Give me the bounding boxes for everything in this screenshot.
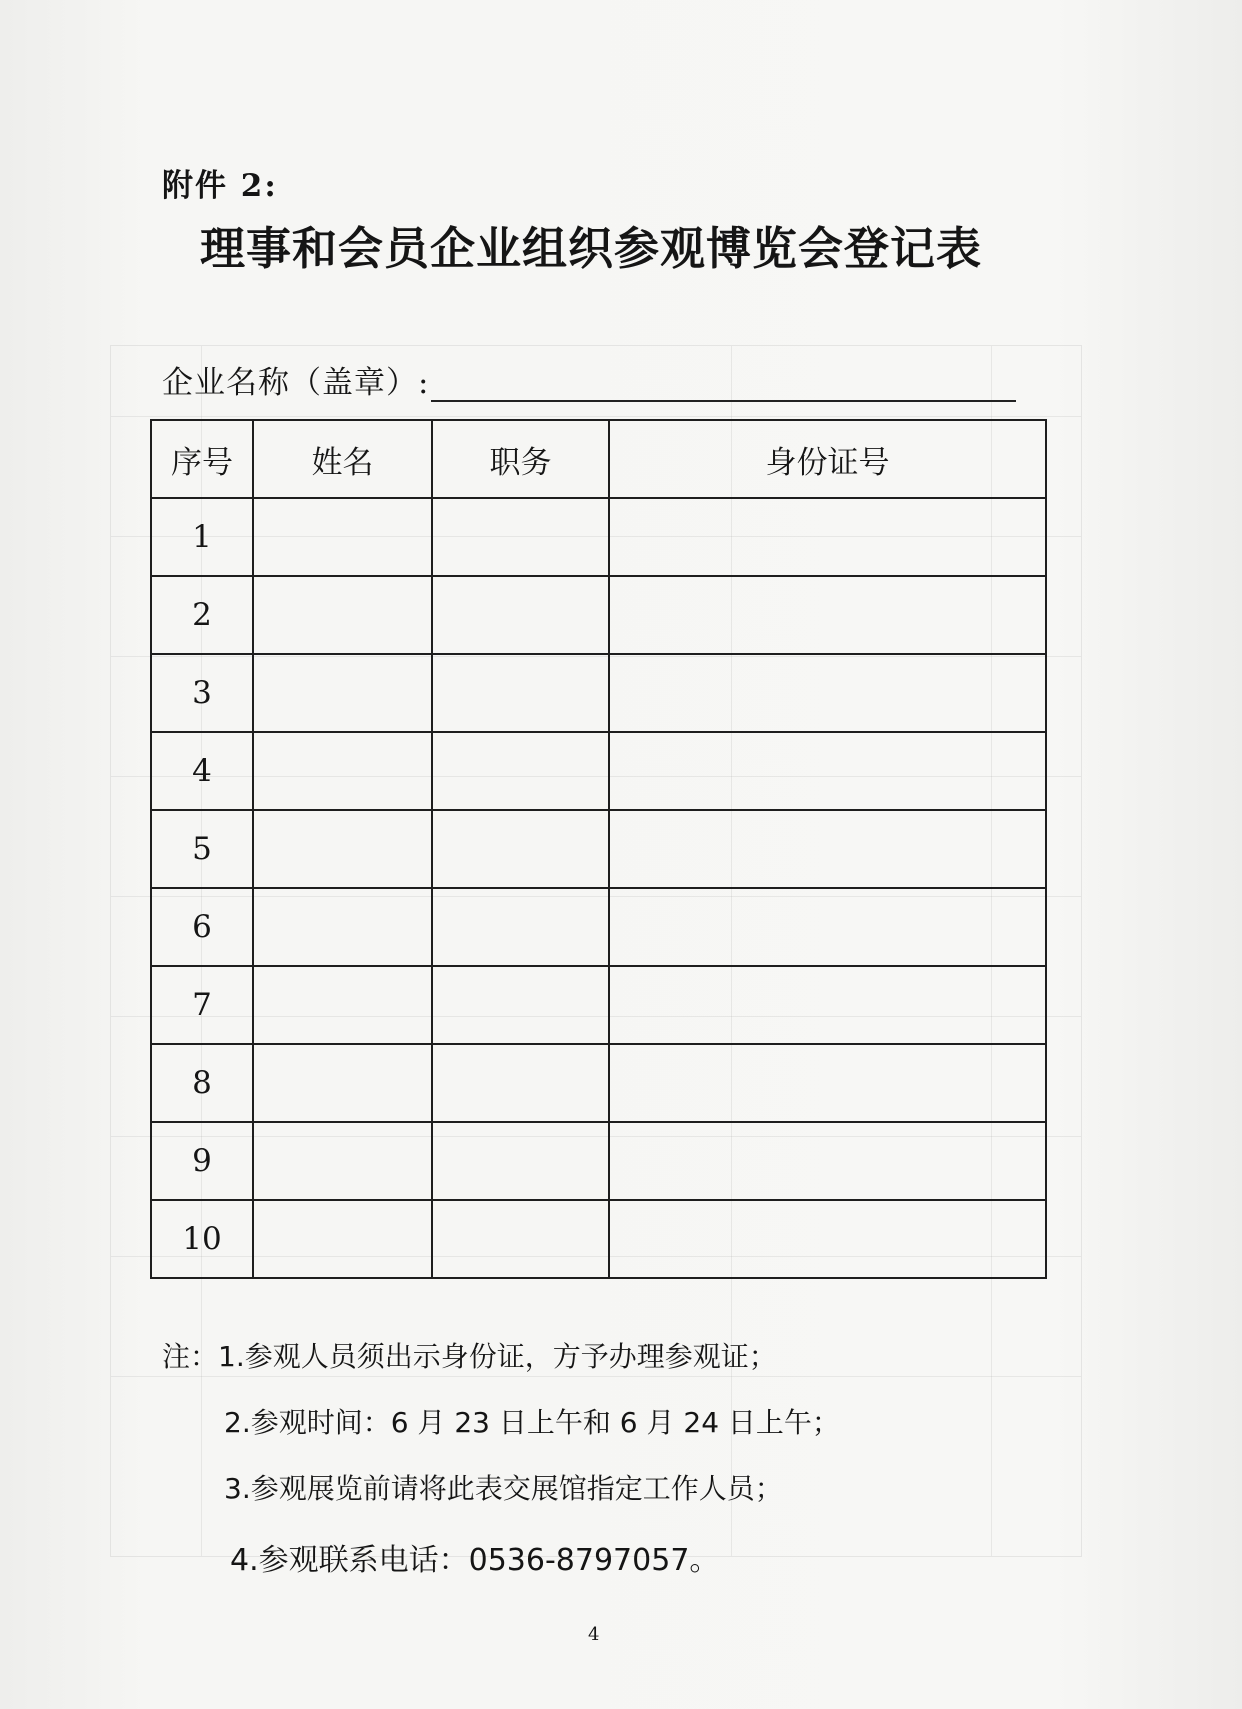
position-cell xyxy=(432,576,609,654)
row-serial: 2 xyxy=(151,576,253,654)
row-serial: 8 xyxy=(151,1044,253,1122)
name-cell xyxy=(253,576,432,654)
company-name-blank-line xyxy=(431,370,1016,402)
company-name-label: 企业名称（盖章）: xyxy=(162,365,430,401)
row-serial: 7 xyxy=(151,966,253,1044)
id-number-cell xyxy=(609,1122,1046,1200)
name-cell xyxy=(253,1200,432,1278)
position-cell xyxy=(432,498,609,576)
position-cell xyxy=(432,1122,609,1200)
id-number-cell xyxy=(609,1044,1046,1122)
note-line-3: 3.参观展览前请将此表交展馆指定工作人员； xyxy=(224,1472,783,1505)
table-row xyxy=(151,576,1046,654)
column-header-name: 姓名 xyxy=(253,420,432,498)
company-name-row xyxy=(162,357,1016,402)
position-cell xyxy=(432,810,609,888)
id-number-cell xyxy=(609,1200,1046,1278)
table-row xyxy=(151,1200,1046,1278)
table-row xyxy=(151,498,1046,576)
position-cell xyxy=(432,1200,609,1278)
note-item: 1.参观人员须出示身份证，方予办理参观证； xyxy=(218,1340,777,1373)
name-cell xyxy=(253,966,432,1044)
table-row xyxy=(151,966,1046,1044)
note-line-4: 4.参观联系电话：0536-8797057。 xyxy=(230,1543,720,1578)
id-number-cell xyxy=(609,654,1046,732)
id-number-cell xyxy=(609,810,1046,888)
attachment-label: 附件 2: xyxy=(162,168,278,204)
position-cell xyxy=(432,654,609,732)
position-cell xyxy=(432,966,609,1044)
name-cell xyxy=(253,1122,432,1200)
position-cell xyxy=(432,1044,609,1122)
name-cell xyxy=(253,498,432,576)
table-row xyxy=(151,654,1046,732)
position-cell xyxy=(432,732,609,810)
column-header-serial: 序号 xyxy=(151,420,253,498)
table-header-row xyxy=(151,420,1046,498)
row-serial: 3 xyxy=(151,654,253,732)
name-cell xyxy=(253,888,432,966)
note-line-1 xyxy=(162,1335,777,1375)
row-serial: 5 xyxy=(151,810,253,888)
id-number-cell xyxy=(609,576,1046,654)
table-row xyxy=(151,732,1046,810)
table-row xyxy=(151,1044,1046,1122)
column-header-position: 职务 xyxy=(432,420,609,498)
row-serial: 10 xyxy=(151,1200,253,1278)
row-serial: 1 xyxy=(151,498,253,576)
table-row xyxy=(151,888,1046,966)
name-cell xyxy=(253,1044,432,1122)
position-cell xyxy=(432,888,609,966)
registration-table xyxy=(150,419,1047,1279)
row-serial: 4 xyxy=(151,732,253,810)
id-number-cell xyxy=(609,732,1046,810)
column-header-id-number: 身份证号 xyxy=(609,420,1046,498)
note-line-2: 2.参观时间：6 月 23 日上午和 6 月 24 日上午； xyxy=(224,1406,840,1439)
name-cell xyxy=(253,810,432,888)
notes-prefix: 注： xyxy=(162,1340,219,1373)
id-number-cell xyxy=(609,498,1046,576)
page-number: 4 xyxy=(588,1624,600,1645)
id-number-cell xyxy=(609,966,1046,1044)
row-serial: 6 xyxy=(151,888,253,966)
name-cell xyxy=(253,654,432,732)
document-title: 理事和会员企业组织参观博览会登记表 xyxy=(200,222,983,275)
name-cell xyxy=(253,732,432,810)
table-row xyxy=(151,1122,1046,1200)
id-number-cell xyxy=(609,888,1046,966)
row-serial: 9 xyxy=(151,1122,253,1200)
table-row xyxy=(151,810,1046,888)
